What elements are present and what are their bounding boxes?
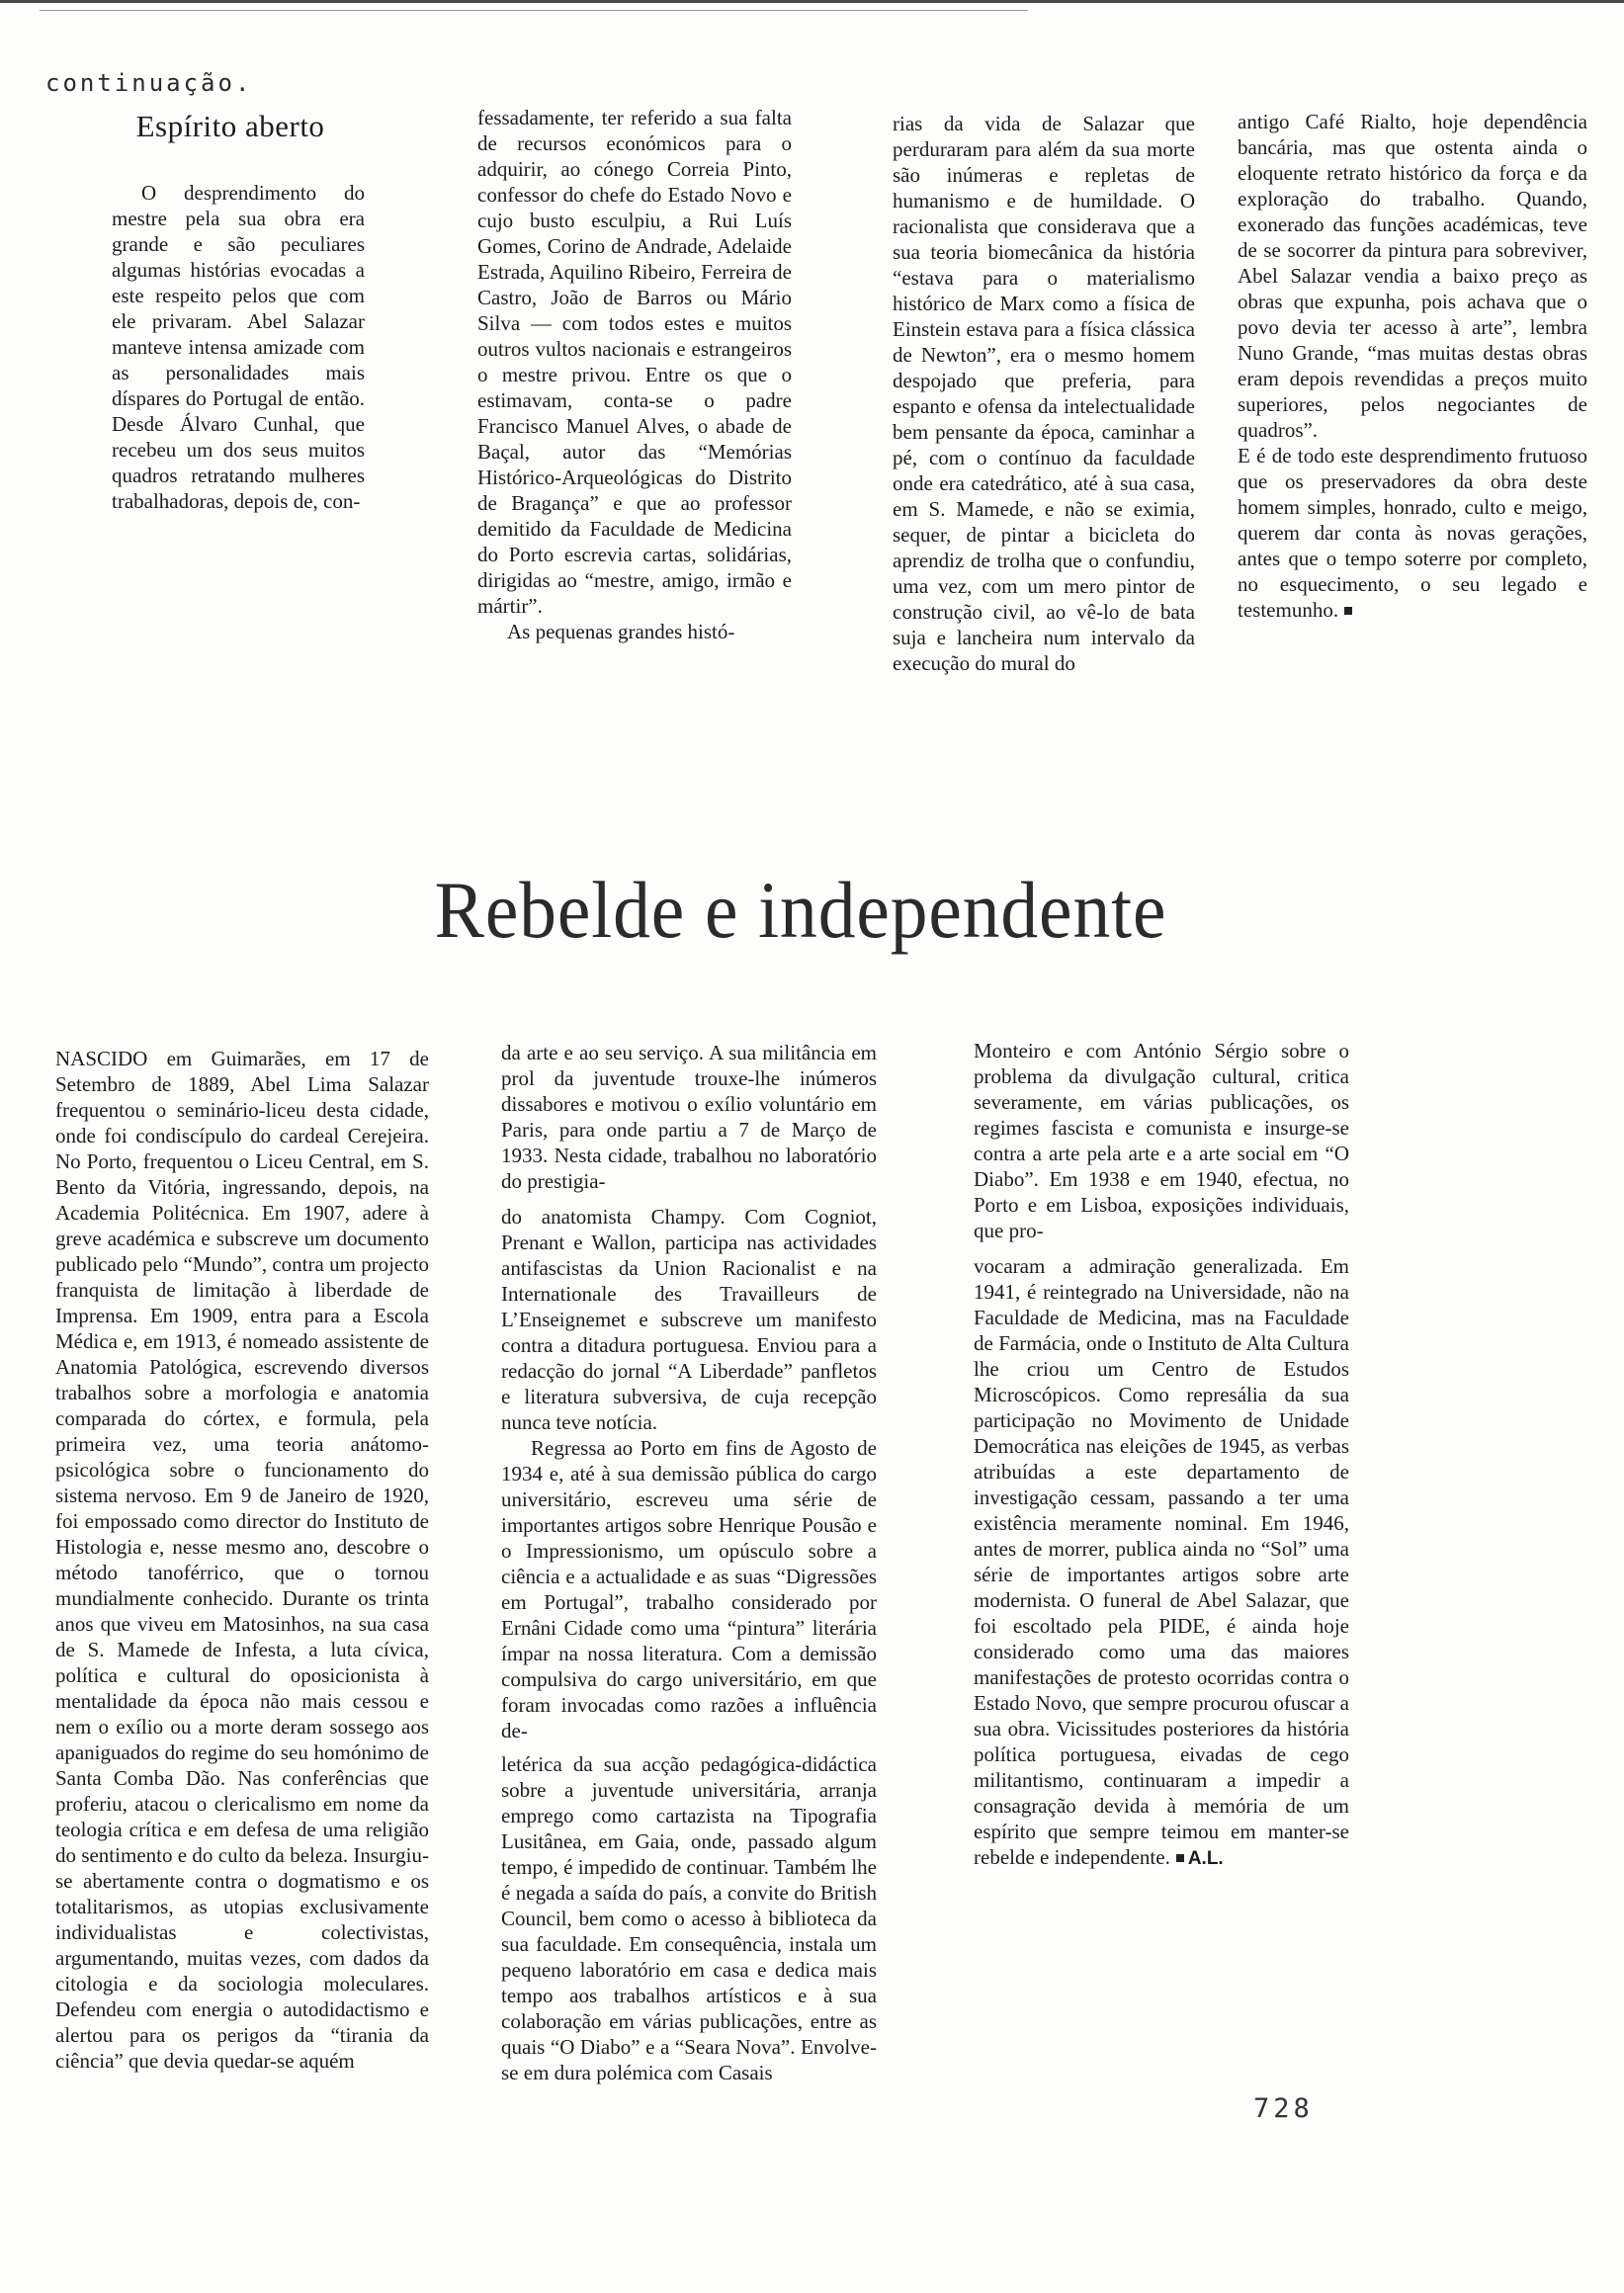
section2-col2-text-d: letérica da sua acção pedagógica-didáctica sobre a juventude universitária, arranja emprego como cartazista na Tipografia Lusitânea, em Gaia, onde, passado algum tempo, é impedido de continuar. Também lhe é negada a saída do país, a convite do British Council, bem como o acesso à biblioteca da sua faculdade. Em consequência, instala um pequeno laboratório em casa e dedica mais tempo aos trabalhos artísticos e à sua colaboração em várias publicações, entre as quais “O Diabo” e a “Seara Nova”. Envolve-se em dura polémica com Casais	[501, 1752, 877, 2084]
author-signature: A.L.	[1187, 1848, 1224, 1869]
end-mark-square	[1176, 1854, 1184, 1862]
section2-col1-text: em Guimarães, em 17 de Setembro de 1889, Abel Lima Salazar frequentou o seminário-liceu desta cidade, onde foi condiscípulo do cardeal Cerejeira. No Porto, frequentou o Liceu Central, em S. Bento da Vitória, ingressando, depois, na Academia Politécnica. Em 1907, adere à greve académica e subscreve um documento publicado pelo “Mundo”, contra um projecto franquista de limitação à liberdade de Imprensa. Em 1909, entra para a Escola Médica e, em 1913, é nomeado assistente de Anatomia Patológica, escrevendo diversos trabalhos sobre a morfologia e anatomia comparada do córtex, e formula, pela primeira vez, uma teoria anátomo-psicológica sobre o funcionamento do sistema nervoso. Em 9 de Janeiro de 1920, foi empossado como director do Instituto de Histologia e, nesse mesmo ano, descobre o método tanoférrico, que o tornou mundialmente conhecido. Durante os trinta anos que viveu em Matosinhos, na sua casa de S. Mamede de Infesta, a luta cívica, política e cultural do oposicionista à mentalidade da época não mais cessou e nem o exílio ou a morte deram sossego aos apaniguados do regime do seu homónimo de Santa Comba Dão. Nas conferências que proferiu, atacou o clericalismo em nome da teologia crítica e em defesa de uma religião do sentimento e do culto da beleza. Insurgiu-se abertamente contra o dogmatismo e os totalitarismos, as utopias exclusivamente individualistas e colectivistas, argumentando, muitas vezes, com dados da citologia e da sociologia moleculares. Defendeu com energia o autodidactismo e alertou para os perigos da “tirania da ciência” que devia quedar-se aquém	[55, 1047, 429, 2073]
subhead-espirito-aberto: Espírito aberto	[135, 109, 325, 143]
section1-column-2	[477, 105, 792, 644]
section1-col1-text: O desprendimento do mestre pela sua obra era grande e são peculiares algumas histórias evocadas a este respeito pelos que com ele privaram. Abel Salazar manteve intensa amizade com as personalidades mais díspares do Portugal de então. Desde Álvaro Cunhal, que recebeu um dos seus muitos quadros retratando mulheres trabalhadoras, depois de, con-	[112, 181, 365, 513]
section2-col3-text-a: Monteiro e com António Sérgio sobre o problema da divulgação cultural, critica severamente, em várias publicações, os regimes fascista e comunista e insurge-se contra a arte pela arte e a arte social em “O Diabo”. Em 1938 e em 1940, efectua, no Porto e em Lisboa, exposições individuais, que pro-	[974, 1039, 1349, 1242]
section2-col3-text-b-paragraph	[974, 1253, 1349, 1872]
section2-column-3	[974, 1038, 1349, 1872]
section2-column-2	[501, 1040, 877, 2085]
section1-col4-text-b	[1238, 443, 1587, 623]
section1-col4-text-b-content: E é de todo este desprendimento frutuoso que os preservadores da obra deste homem simples, honrado, culto e meigo, querem dar conta às novas gerações, antes que o tempo soterre por completo, no esquecimento, o seu legado e testemunho.	[1238, 444, 1587, 622]
end-mark-square	[1344, 607, 1352, 615]
section2-col1-paragraph	[55, 1046, 429, 2074]
section2-col3-text-b: vocaram a admiração generalizada. Em 1941, é reintegrado na Universidade, não na Faculdade de Medicina, mas na Faculdade de Farmácia, onde o Instituto de Alta Cultura lhe criou um Centro de Estudos Microscópicos. Como represália da sua participação no Movimento de Unidade Democrática nas eleições de 1945, as verbas atribuídas a este departamento de investigação cessam, passando a ter uma existência meramente nominal. Em 1946, antes de morrer, publica ainda no “Sol” uma série de importantes artigos sobre arte modernista. O funeral de Abel Salazar, que foi escoltado pela PIDE, é ainda hoje considerado como uma das maiores manifestações de protesto ocorridas contra o Estado Novo, que sempre procurou ofuscar a sua obra. Vicissitudes posteriores da história política portuguesa, eivadas de cego militantismo, continuaram a impedir a consagração devida à memória de um espírito que sempre teimou em manter-se rebelde e independente.	[974, 1254, 1349, 1869]
continuation-label: continuação.	[45, 69, 253, 97]
section1-column-1	[112, 180, 365, 514]
section2-col2-text-c: Regressa ao Porto em fins de Agosto de 1934 e, até à sua demissão pública do cargo universitário, escreveu uma série de importantes artigos sobre Henrique Pousão e o Impressionismo, um opúsculo sobre a ciência e a actualidade e as suas “Digressões em Portugal”, trabalho considerado por Ernâni Cidade como uma “pintura” literária ímpar na nossa literatura. Com a demissão compulsiva do cargo universitário, em que foram invocadas como razões a influência de-	[501, 1436, 877, 1742]
section2-col2-text-a: da arte e ao seu serviço. A sua militância em prol da juventude trouxe-lhe inúmeros dissabores e motivou o exílio voluntário em Paris, para onde partiu a 7 de Março de 1933. Nesta cidade, trabalhou no laboratório do prestigia-	[501, 1041, 877, 1193]
top-border-rule	[0, 0, 1624, 3]
section1-col3-text: rias da vida de Salazar que perduraram para além da sua morte são inúmeras e repletas de humanismo e de humildade. O racionalista que considerava que a sua teoria biomecânica da história “estava para o materialismo histórico de Marx como a física de Einstein estava para a física clássica de Newton”, era o mesmo homem despojado que preferia, para espanto e ofensa da intelectualidade bem pensante da época, caminhar a pé, com o contínuo da faculdade onde era catedrático, até à sua casa, em S. Mamede, e não se eximia, sequer, de pintar a bicicleta do aprendiz de trolha que o confundiu, uma vez, com um mero pintor de construção civil, ao vê-lo de bata suja e lancheira num intervalo da execução do mural do	[893, 112, 1195, 675]
section2-col2-text-b: do anatomista Champy. Com Cogniot, Prenant e Wallon, participa nas actividades antifascistas da Union Racionalist e na Internationale des Travailleurs de L’Enseignemet e subscreve um manifesto contra a ditadura portuguesa. Enviou para a redacção do jornal “A Liberdade” panfletos e literatura subversiva, de cuja recepção nunca teve notícia.	[501, 1205, 877, 1434]
top-thin-rule	[40, 10, 1028, 11]
article-title: Rebelde e independente	[434, 865, 1167, 955]
section2-column-1	[55, 1046, 429, 2074]
section2-lead-word: NASCIDO	[55, 1047, 148, 1070]
section1-col4-text-a: antigo Café Rialto, hoje dependência bancária, mas que ostenta ainda o eloquente retrato histórico da força e da exploração do trabalho. Quando, exonerado das funções académicas, teve de se socorrer da pintura para sobreviver, Abel Salazar vendia a baixo preço as obras que expunha, pois achava que o povo devia ter acesso à arte”, lembra Nuno Grande, “mas muitas destas obras eram depois revendidas a preços muito superiores, pelos negociantes de quadros”.	[1238, 110, 1587, 442]
section1-column-4	[1238, 109, 1587, 623]
section1-column-3	[893, 111, 1195, 676]
page-number: 728	[1253, 2093, 1314, 2124]
section1-col2-text-b: As pequenas grandes histó-	[507, 620, 735, 643]
section1-col2-text-a: fessadamente, ter referido a sua falta de recursos económicos para o adquirir, ao cónego Correia Pinto, confessor do chefe do Estado Novo e cujo busto esculpiu, a Rui Luís Gomes, Corino de Andrade, Adelaide Estrada, Aquilino Ribeiro, Ferreira de Castro, João de Barros ou Mário Silva — com todos estes e muitos outros vultos nacionais e estrangeiros o mestre privou. Entre os que o estimavam, conta-se o padre Francisco Manuel Alves, o abade de Baçal, autor das “Memórias Histórico-Arqueológicas do Distrito de Bragança” e que ao professor demitido da Faculdade de Medicina do Porto escrevia cartas, solidárias, dirigidas ao “mestre, amigo, irmão e mártir”.	[477, 106, 792, 618]
